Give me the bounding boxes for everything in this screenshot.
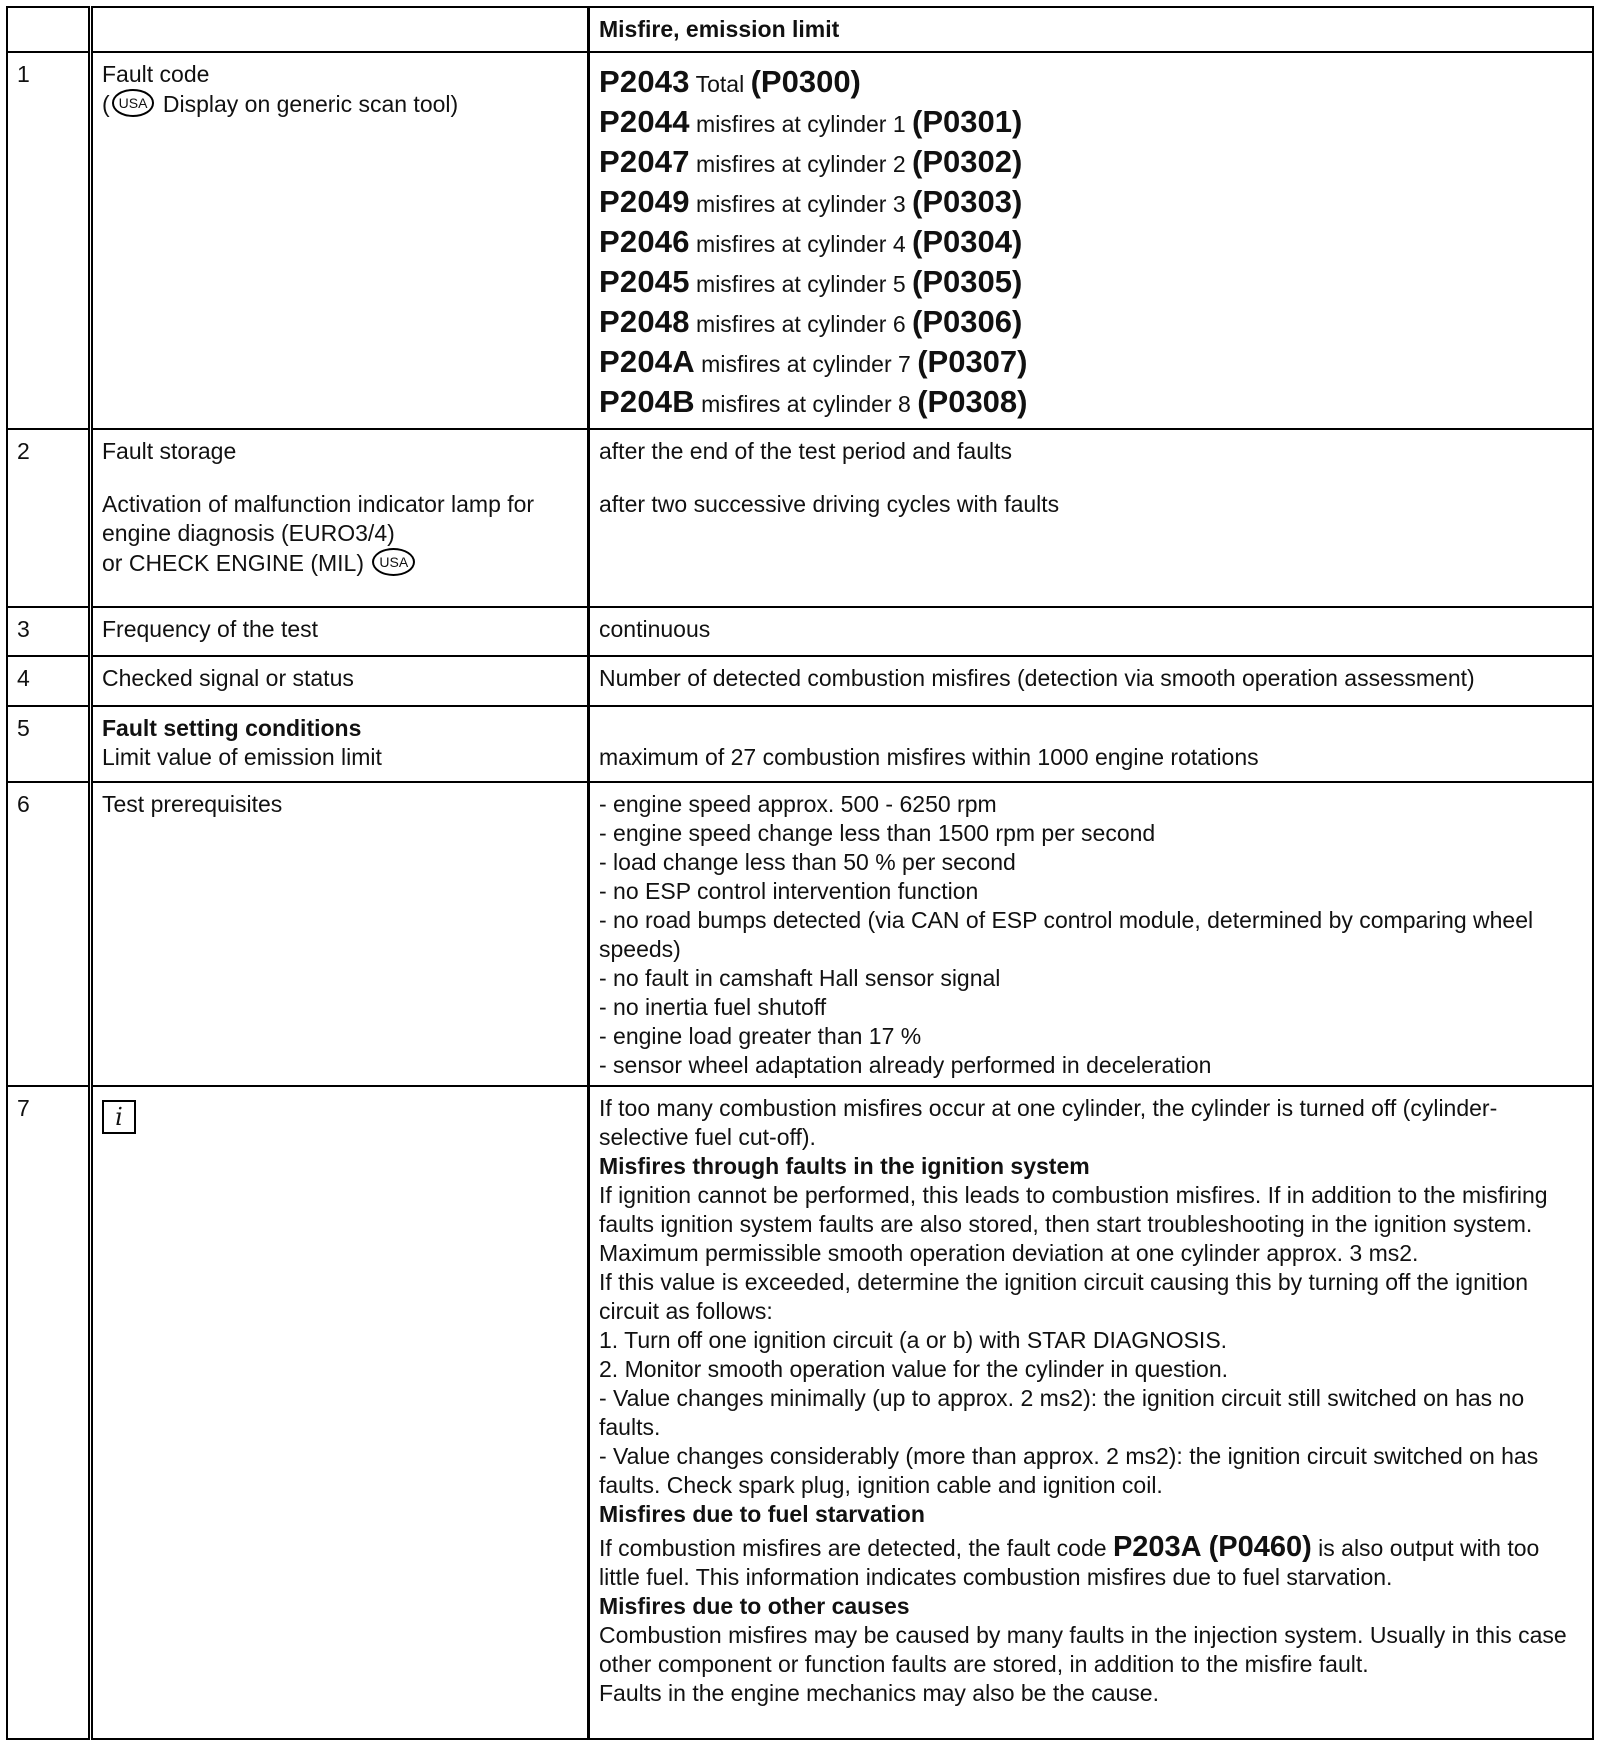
row-label xyxy=(91,52,589,429)
fault-desc: misfires at cylinder 3 xyxy=(689,190,913,217)
header-title: Misfire, emission limit xyxy=(589,7,1594,52)
obd-code: (P0305) xyxy=(912,263,1023,299)
info-heading: Misfires through faults in the ignition system xyxy=(599,1152,1090,1179)
row-label xyxy=(91,706,589,782)
obd-code: (P0303) xyxy=(912,183,1023,219)
prerequisite-list xyxy=(589,782,1594,1086)
fault-code: P204B xyxy=(599,383,695,419)
row-label: Frequency of the test xyxy=(91,607,589,656)
header-cell-number xyxy=(7,7,91,52)
list-item: - engine speed approx. 500 - 6250 rpm xyxy=(599,790,997,817)
table-row xyxy=(7,706,1593,782)
row-number: 3 xyxy=(7,607,91,656)
list-item: - no road bumps detected (via CAN of ESP control module, determined by comparing wheel speeds) xyxy=(599,906,1534,962)
info-paragraph: - Value changes minimally (up to approx. 2 ms2): the ignition circuit still switched on has no faults. xyxy=(599,1384,1525,1440)
table-row xyxy=(7,656,1593,706)
fault-code-label: Fault code xyxy=(102,60,210,87)
fault-code: P204A xyxy=(599,343,695,379)
row-number: 5 xyxy=(7,706,91,782)
list-item xyxy=(599,343,1583,383)
info-paragraph: Faults in the engine mechanics may also be the cause. xyxy=(599,1679,1159,1706)
fault-desc: misfires at cylinder 1 xyxy=(689,110,913,137)
usa-badge-icon: USA xyxy=(372,548,415,576)
limit-value-label: Limit value of emission limit xyxy=(102,743,382,770)
row-label: Checked signal or status xyxy=(91,656,589,706)
mil-activation-label: Activation of malfunction indicator lamp for engine diagnosis (EURO3/4) xyxy=(102,490,535,546)
row-label: Test prerequisites xyxy=(91,782,589,1086)
info-text xyxy=(589,1086,1594,1739)
row-label xyxy=(91,1086,589,1739)
usa-badge-icon: USA xyxy=(112,89,155,117)
info-heading: Misfires due to other causes xyxy=(599,1592,910,1619)
list-item xyxy=(599,223,1583,263)
obd-code: (P0300) xyxy=(750,63,861,99)
check-engine-label xyxy=(102,548,578,578)
row-number: 6 xyxy=(7,782,91,1086)
list-item: - sensor wheel adaptation already performed in deceleration xyxy=(599,1051,1212,1078)
row-value: Number of detected combustion misfires (detection via smooth operation assessment) xyxy=(589,656,1594,706)
fault-desc: misfires at cylinder 4 xyxy=(689,230,913,257)
spacer xyxy=(599,714,1583,743)
obd-code: (P0301) xyxy=(912,103,1023,139)
fault-code: P2049 xyxy=(599,183,690,219)
list-item: - engine load greater than 17 % xyxy=(599,1022,922,1049)
list-item: - load change less than 50 % per second xyxy=(599,848,1016,875)
info-text-part: If combustion misfires are detected, the fault code xyxy=(599,1534,1113,1561)
list-item xyxy=(599,63,1583,103)
table-row xyxy=(7,1086,1593,1739)
fault-desc: Total xyxy=(689,70,751,97)
inline-fault-code: P203A (P0460) xyxy=(1112,1530,1312,1563)
fault-desc: misfires at cylinder 5 xyxy=(689,270,913,297)
list-item xyxy=(599,383,1583,423)
info-paragraph: If this value is exceeded, determine the ignition circuit causing this by turning off the ignition circuit as follows: xyxy=(599,1268,1529,1324)
obd-code: (P0308) xyxy=(917,383,1028,419)
row-number: 2 xyxy=(7,429,91,607)
table-row xyxy=(7,429,1593,607)
fault-storage-label: Fault storage xyxy=(102,437,237,464)
fault-code-list xyxy=(589,52,1594,429)
generic-scan-tool-note xyxy=(102,89,578,119)
info-paragraph: 1. Turn off one ignition circuit (a or b) with STAR DIAGNOSIS. xyxy=(599,1326,1228,1353)
scan-tool-text: Display on generic scan tool) xyxy=(156,90,459,117)
fault-code: P2045 xyxy=(599,263,690,299)
list-item xyxy=(599,143,1583,183)
fault-desc: misfires at cylinder 2 xyxy=(689,150,913,177)
obd-code: (P0302) xyxy=(912,143,1023,179)
list-item xyxy=(599,183,1583,223)
info-paragraph: If ignition cannot be performed, this leads to combustion misfires. If in addition to the misfiring faults ignition system faults are also stored, then start troubleshooting in the ignition system. xyxy=(599,1181,1548,1237)
fault-desc: misfires at cylinder 6 xyxy=(689,310,913,337)
header-cell-label xyxy=(91,7,589,52)
info-paragraph xyxy=(599,1530,1583,1592)
info-paragraph: 2. Monitor smooth operation value for the cylinder in question. xyxy=(599,1355,1229,1382)
limit-value: maximum of 27 combustion misfires within 1000 engine rotations xyxy=(599,743,1259,770)
fault-code: P2043 xyxy=(599,63,690,99)
info-paragraph: If too many combustion misfires occur at one cylinder, the cylinder is turned off (cylinder-selective fuel cut-off). xyxy=(599,1094,1498,1150)
list-item xyxy=(599,303,1583,343)
info-icon: i xyxy=(102,1100,136,1134)
fault-code: P2044 xyxy=(599,103,690,139)
row-value: continuous xyxy=(589,607,1594,656)
mil-activation-value: after two successive driving cycles with faults xyxy=(599,490,1060,517)
check-engine-text: or CHECK ENGINE (MIL) xyxy=(102,549,371,576)
fault-desc: misfires at cylinder 8 xyxy=(694,390,918,417)
info-heading: Misfires due to fuel starvation xyxy=(599,1500,925,1527)
row-number: 1 xyxy=(7,52,91,429)
info-paragraph: Maximum permissible smooth operation deviation at one cylinder approx. 3 ms2. xyxy=(599,1239,1419,1266)
list-item: - no ESP control intervention function xyxy=(599,877,979,904)
table-row xyxy=(7,607,1593,656)
table-row xyxy=(7,52,1593,429)
fault-code: P2047 xyxy=(599,143,690,179)
list-item: - engine speed change less than 1500 rpm per second xyxy=(599,819,1156,846)
row-value xyxy=(589,706,1594,782)
info-paragraph: Combustion misfires may be caused by many faults in the injection system. Usually in this case other component or function faults are stored, in addition to the misfire fault. xyxy=(599,1621,1567,1677)
row-number: 4 xyxy=(7,656,91,706)
fault-code: P2046 xyxy=(599,223,690,259)
obd-code: (P0304) xyxy=(912,223,1023,259)
obd-code: (P0307) xyxy=(917,343,1028,379)
fault-code: P2048 xyxy=(599,303,690,339)
row-number: 7 xyxy=(7,1086,91,1739)
info-paragraph: - Value changes considerably (more than approx. 2 ms2): the ignition circuit switched on has faults. Check spark plug, ignition cable and ignition coil. xyxy=(599,1442,1539,1498)
list-item xyxy=(599,103,1583,143)
obd-code: (P0306) xyxy=(912,303,1023,339)
info-text-part: is also output with too little fuel. This information indicates combustion misfires due to fuel starvation. xyxy=(599,1534,1540,1590)
list-item: - no fault in camshaft Hall sensor signal xyxy=(599,964,1001,991)
paren-open: ( xyxy=(102,90,110,117)
fault-desc: misfires at cylinder 7 xyxy=(694,350,918,377)
fault-storage-value: after the end of the test period and faults xyxy=(599,437,1013,464)
list-item: - no inertia fuel shutoff xyxy=(599,993,827,1020)
list-item xyxy=(599,263,1583,303)
spacer xyxy=(102,466,578,490)
spacer xyxy=(599,466,1583,490)
table-row xyxy=(7,782,1593,1086)
table-header-row xyxy=(7,7,1593,52)
diagnosis-table xyxy=(6,6,1594,1740)
row-label xyxy=(91,429,589,607)
row-value xyxy=(589,429,1594,607)
fault-setting-heading: Fault setting conditions xyxy=(102,714,362,741)
